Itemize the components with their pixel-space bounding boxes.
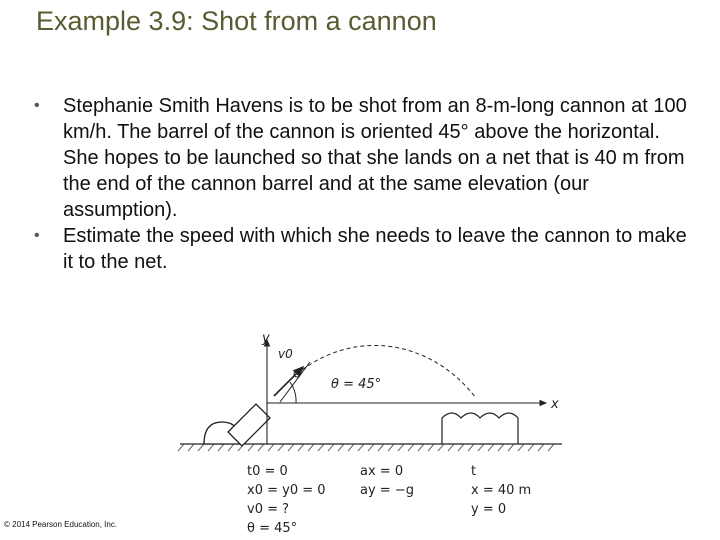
trajectory-path: [297, 345, 476, 398]
angle-label: θ = 45°: [331, 377, 382, 392]
velocity-label: v0: [278, 347, 293, 361]
condition-text: x0 = y0 = 0: [247, 483, 326, 498]
condition-text: θ = 45°: [247, 521, 298, 536]
copyright-notice: © 2014 Pearson Education, Inc.: [4, 520, 118, 529]
final-conditions: [471, 464, 531, 517]
bullet-dot-icon: •: [34, 97, 40, 114]
bullet-text: Estimate the speed with which she needs to leave the cannon to make it to the net.: [63, 225, 687, 273]
ground-hatching: [178, 444, 562, 451]
slide-title: Example 3.9: Shot from a cannon: [36, 6, 437, 36]
condition-text: t: [471, 464, 477, 479]
condition-text: v0 = ?: [247, 502, 290, 517]
landing-net: [442, 413, 518, 444]
bullet-item: [34, 223, 694, 275]
condition-text: ax = 0: [360, 464, 404, 479]
initial-conditions: [247, 464, 326, 536]
bullet-item: [34, 93, 694, 223]
condition-text: ay = −g: [360, 483, 414, 498]
condition-text: t0 = 0: [247, 464, 288, 479]
condition-text: y = 0: [471, 502, 507, 517]
acceleration-conditions: [360, 464, 414, 498]
bullet-dot-icon: •: [34, 227, 40, 244]
x-axis-label: x: [551, 397, 559, 412]
bullet-list: [34, 93, 694, 275]
y-axis-label: y: [262, 331, 270, 346]
condition-text: x = 40 m: [471, 483, 532, 498]
velocity-arrow: [274, 367, 303, 396]
cannon-diagram: [170, 330, 570, 536]
bullet-text: Stephanie Smith Havens is to be shot from an 8-m-long cannon at 100 km/h. The barrel of the cannon is oriented 45° above the horizontal. She hopes to be launched so that she lands on a net that is 40 m from the end of the cannon barrel and at the same elevation (our assumption).: [63, 95, 687, 221]
